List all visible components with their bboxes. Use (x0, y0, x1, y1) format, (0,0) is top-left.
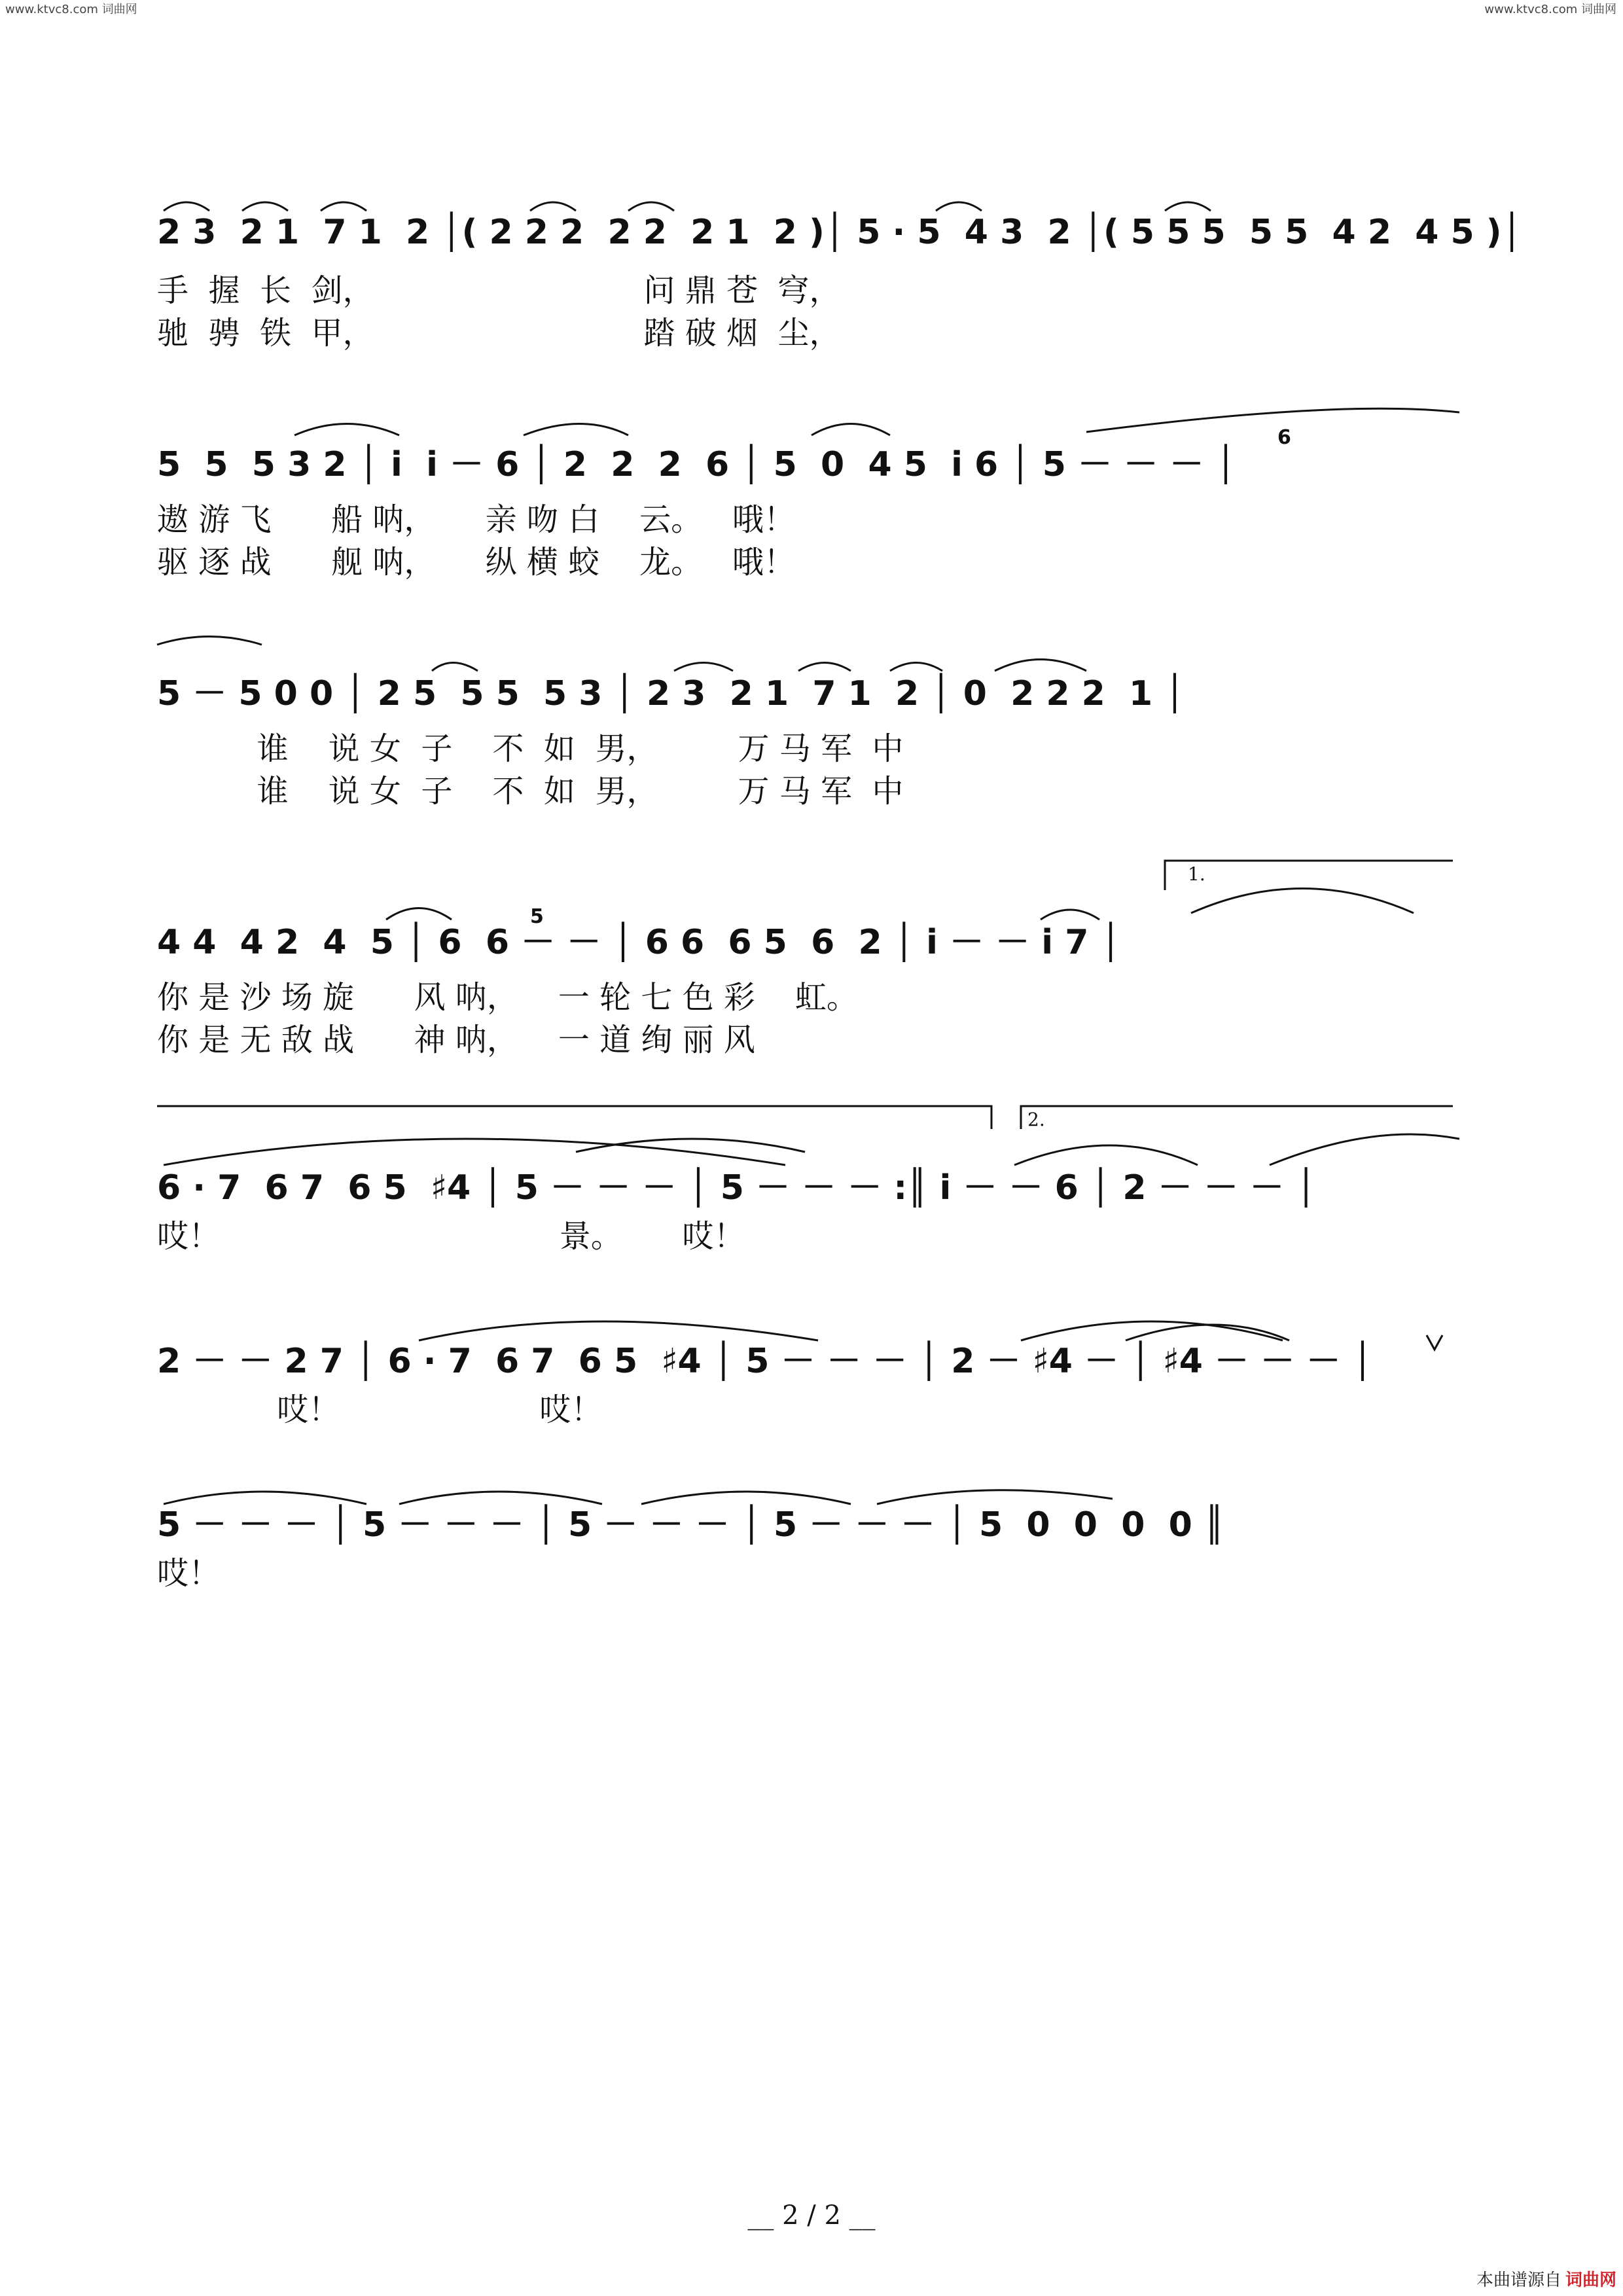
header-right: www.ktvc8.com 词曲网 (1484, 3, 1616, 16)
slur (1126, 1325, 1289, 1340)
footer-text: 本曲谱源自 (1476, 2270, 1561, 2290)
page-number: __ 2 / 2 __ (747, 2200, 876, 2231)
slur (812, 424, 890, 436)
staff-2-notes: 5 5 5 3 2 │ i i － 6 │ 2 2 2 6 │ 5 0 4 5 i 6 │ 5 － － － │ (157, 445, 1236, 484)
slur (242, 202, 288, 211)
slur (1086, 408, 1459, 432)
slur (641, 1492, 851, 1504)
slur (576, 1139, 805, 1152)
slur (1270, 1134, 1459, 1165)
slur (628, 202, 674, 211)
staff-6-notes: 2 － － 2 7 │ 6 · 7 6 7 6 5 ♯4 │ 5 － － － │ 2 － ♯4 － │ ♯4 － － － │ (157, 1342, 1373, 1381)
volta-2-bracket (1021, 1106, 1453, 1129)
footer-brand[interactable]: 词曲网 (1565, 2270, 1616, 2290)
staff-2-lyric-1: 遨 游 飞 船 呐， 亲 吻 白 云。 哦！ (157, 501, 795, 538)
slur (419, 1321, 818, 1340)
slur (294, 424, 399, 436)
slur (164, 1492, 366, 1504)
slur (890, 663, 942, 672)
slur (1165, 202, 1211, 211)
staff-3-lyric-1: 谁 说 女 子 不 如 男， 万 马 军 中 (157, 730, 904, 767)
staff-4-lyric-2: 你 是 无 敌 战 神 呐， 一 道 绚 丽 风 (157, 1022, 755, 1058)
header-left: www.ktvc8.com 词曲网 (5, 3, 137, 16)
staff-1-lyric-2: 驰 骋 铁 甲， 踏 破 烟 尘， (157, 315, 841, 351)
footer (1476, 2267, 1616, 2291)
grace-note-5: 5 (530, 905, 544, 928)
slur (1041, 910, 1099, 920)
slur (877, 1490, 1113, 1504)
slur (674, 663, 733, 672)
grace-note-6: 6 (1277, 426, 1291, 449)
volta-line (157, 1106, 991, 1129)
staff-1-lyric-1: 手 握 长 剑， 问 鼎 苍 穹， (157, 272, 841, 309)
slur (164, 1139, 785, 1165)
staff-4-notes: 4 4 4 2 4 5 │ 6 6 － － │ 6 6 6 5 6 2 │ i － － i 7 │ (157, 923, 1121, 962)
slur (399, 1492, 602, 1504)
staff-5-notes: 6 · 7 6 7 6 5 ♯4 │ 5 － － － │ 5 － － － :║ i － － 6 │ 2 － － － │ (157, 1168, 1317, 1208)
staff-2-lyric-2: 驱 逐 战 舰 呐， 纵 横 蛟 龙。 哦！ (157, 544, 795, 581)
staff-7-notes: 5 － － － │ 5 － － － │ 5 － － － │ 5 － － － │ 5 0 0 0 0 ║ (157, 1505, 1225, 1545)
staff-1-notes: 2 3 2 1 7 1 2 │( 2 2 2 2 2 2 1 2 )│ 5 · 5 4 3 2 │( 5 5 5 5 5 4 2 4 5 )│ (157, 213, 1522, 252)
slur (995, 660, 1086, 672)
slur (321, 202, 366, 211)
volta-1-label: 1. (1188, 863, 1205, 885)
slur (798, 663, 851, 672)
staff-3-notes: 5 － 5 0 0 │ 2 5 5 5 5 3 │ 2 3 2 1 7 1 2 │ 0 2 2 2 1 │ (157, 674, 1185, 713)
staff-6-lyric-1: 哎！ 哎！ (157, 1391, 603, 1428)
volta-1-bracket (1165, 861, 1453, 890)
volta-2-label: 2. (1027, 1109, 1045, 1130)
slur (1191, 889, 1414, 914)
staff-4-lyric-1: 你 是 沙 场 旋 风 呐， 一 轮 七 色 彩 虹。 (157, 979, 858, 1016)
slur (386, 908, 452, 920)
breath-mark (1427, 1335, 1442, 1350)
slur (936, 202, 982, 211)
staff-7-lyric-1: 哎！ (157, 1555, 221, 1592)
slur (530, 202, 576, 211)
slur (1014, 1145, 1198, 1165)
slur (432, 663, 478, 672)
staff-3-lyric-2: 谁 说 女 子 不 如 男， 万 马 军 中 (157, 773, 904, 810)
slur (157, 637, 262, 645)
slur (524, 424, 628, 436)
staff-5-lyric-1: 哎！ 景。 哎！ (157, 1218, 745, 1255)
slur (1021, 1321, 1283, 1340)
slur (164, 202, 209, 211)
